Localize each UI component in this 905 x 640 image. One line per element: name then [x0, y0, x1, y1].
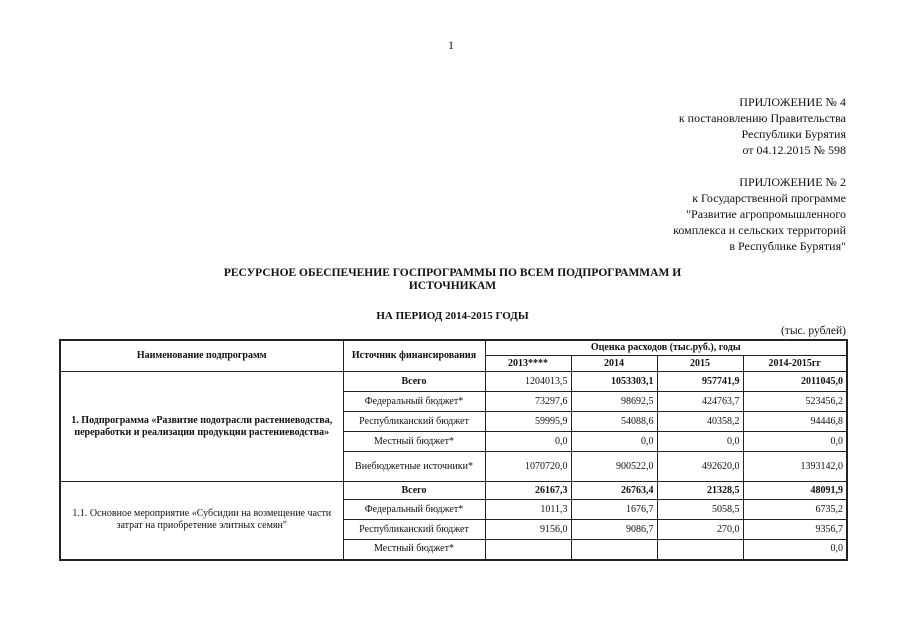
value-cell: 9086,7	[571, 520, 657, 540]
appendix-2-line: к Государственной программе	[692, 191, 846, 205]
appendix-2-line: "Развитие агропромышленного	[686, 207, 846, 221]
source-cell: Федеральный бюджет*	[343, 500, 485, 520]
value-cell: 40358,2	[657, 412, 743, 432]
value-cell	[485, 540, 571, 560]
source-cell: Республиканский бюджет	[343, 412, 485, 432]
source-cell: Местный бюджет*	[343, 540, 485, 560]
header-year: 2014-2015гг	[743, 356, 847, 372]
header-name: Наименование подпрограмм	[60, 340, 343, 372]
appendix-4-line: ПРИЛОЖЕНИЕ № 4	[739, 95, 846, 109]
value-cell: 6735,2	[743, 500, 847, 520]
resource-table	[59, 339, 848, 561]
value-cell: 0,0	[571, 432, 657, 452]
appendix-2-line: комплекса и сельских территорий	[673, 223, 846, 237]
value-cell: 1204013,5	[485, 372, 571, 392]
appendix-4-line: от 04.12.2015 № 598	[742, 143, 846, 157]
appendix-4-line: Республики Бурятия	[741, 127, 846, 141]
value-cell: 98692,5	[571, 392, 657, 412]
value-cell: 59995,9	[485, 412, 571, 432]
source-cell: Всего	[343, 372, 485, 392]
value-cell: 48091,9	[743, 482, 847, 500]
appendix-4-block	[679, 94, 846, 158]
source-cell: Республиканский бюджет	[343, 520, 485, 540]
document-title	[180, 267, 725, 293]
appendix-4-line: к постановлению Правительства	[678, 111, 846, 125]
value-cell: 2011045,0	[743, 372, 847, 392]
value-cell: 26763,4	[571, 482, 657, 500]
subprogram-name: 1. Подпрограмма «Развитие подотрасли растениеводства, переработки и реализации продукции растениеводства»	[60, 372, 343, 482]
value-cell: 1070720,0	[485, 452, 571, 482]
value-cell: 957741,9	[657, 372, 743, 392]
value-cell: 523456,2	[743, 392, 847, 412]
value-cell: 9356,7	[743, 520, 847, 540]
value-cell: 21328,5	[657, 482, 743, 500]
value-cell: 94446,8	[743, 412, 847, 432]
value-cell: 1011,3	[485, 500, 571, 520]
table-row	[60, 372, 847, 392]
source-cell: Федеральный бюджет*	[343, 392, 485, 412]
source-cell: Внебюджетные источники*	[343, 452, 485, 482]
value-cell: 26167,3	[485, 482, 571, 500]
value-cell: 424763,7	[657, 392, 743, 412]
value-cell: 1053303,1	[571, 372, 657, 392]
value-cell: 73297,6	[485, 392, 571, 412]
document-subtitle: НА ПЕРИОД 2014-2015 ГОДЫ	[376, 310, 529, 322]
event-name: 1.1. Основное мероприятие «Субсидии на возмещение части затрат на приобретение элитных семян"	[60, 482, 343, 560]
value-cell: 9156,0	[485, 520, 571, 540]
header-estimate: Оценка расходов (тыс.руб.), годы	[485, 340, 847, 356]
header-year: 2014	[571, 356, 657, 372]
value-cell: 1676,7	[571, 500, 657, 520]
source-cell: Местный бюджет*	[343, 432, 485, 452]
header-source: Источник финансирования	[343, 340, 485, 372]
value-cell: 270,0	[657, 520, 743, 540]
appendix-2-line: ПРИЛОЖЕНИЕ № 2	[739, 175, 846, 189]
source-cell: Всего	[343, 482, 485, 500]
title-line: РЕСУРСНОЕ ОБЕСПЕЧЕНИЕ ГОСПРОГРАММЫ ПО ВСЕМ ПОДПРОГРАММАМ И	[223, 267, 682, 279]
value-cell: 5058,5	[657, 500, 743, 520]
value-cell: 0,0	[485, 432, 571, 452]
units-label: (тыс. рублей)	[780, 325, 846, 337]
value-cell: 0,0	[657, 432, 743, 452]
value-cell: 492620,0	[657, 452, 743, 482]
value-cell	[657, 540, 743, 560]
value-cell: 54088,6	[571, 412, 657, 432]
title-line: ИСТОЧНИКАМ	[408, 280, 497, 292]
header-year: 2013****	[485, 356, 571, 372]
value-cell	[571, 540, 657, 560]
value-cell: 0,0	[743, 432, 847, 452]
value-cell: 0,0	[743, 540, 847, 560]
appendix-2-line: в Республике Бурятия"	[729, 239, 846, 253]
page-number: 1	[448, 38, 454, 52]
value-cell: 1393142,0	[743, 452, 847, 482]
table-row	[60, 482, 847, 500]
header-year: 2015	[657, 356, 743, 372]
appendix-2-block	[673, 174, 846, 254]
value-cell: 900522,0	[571, 452, 657, 482]
